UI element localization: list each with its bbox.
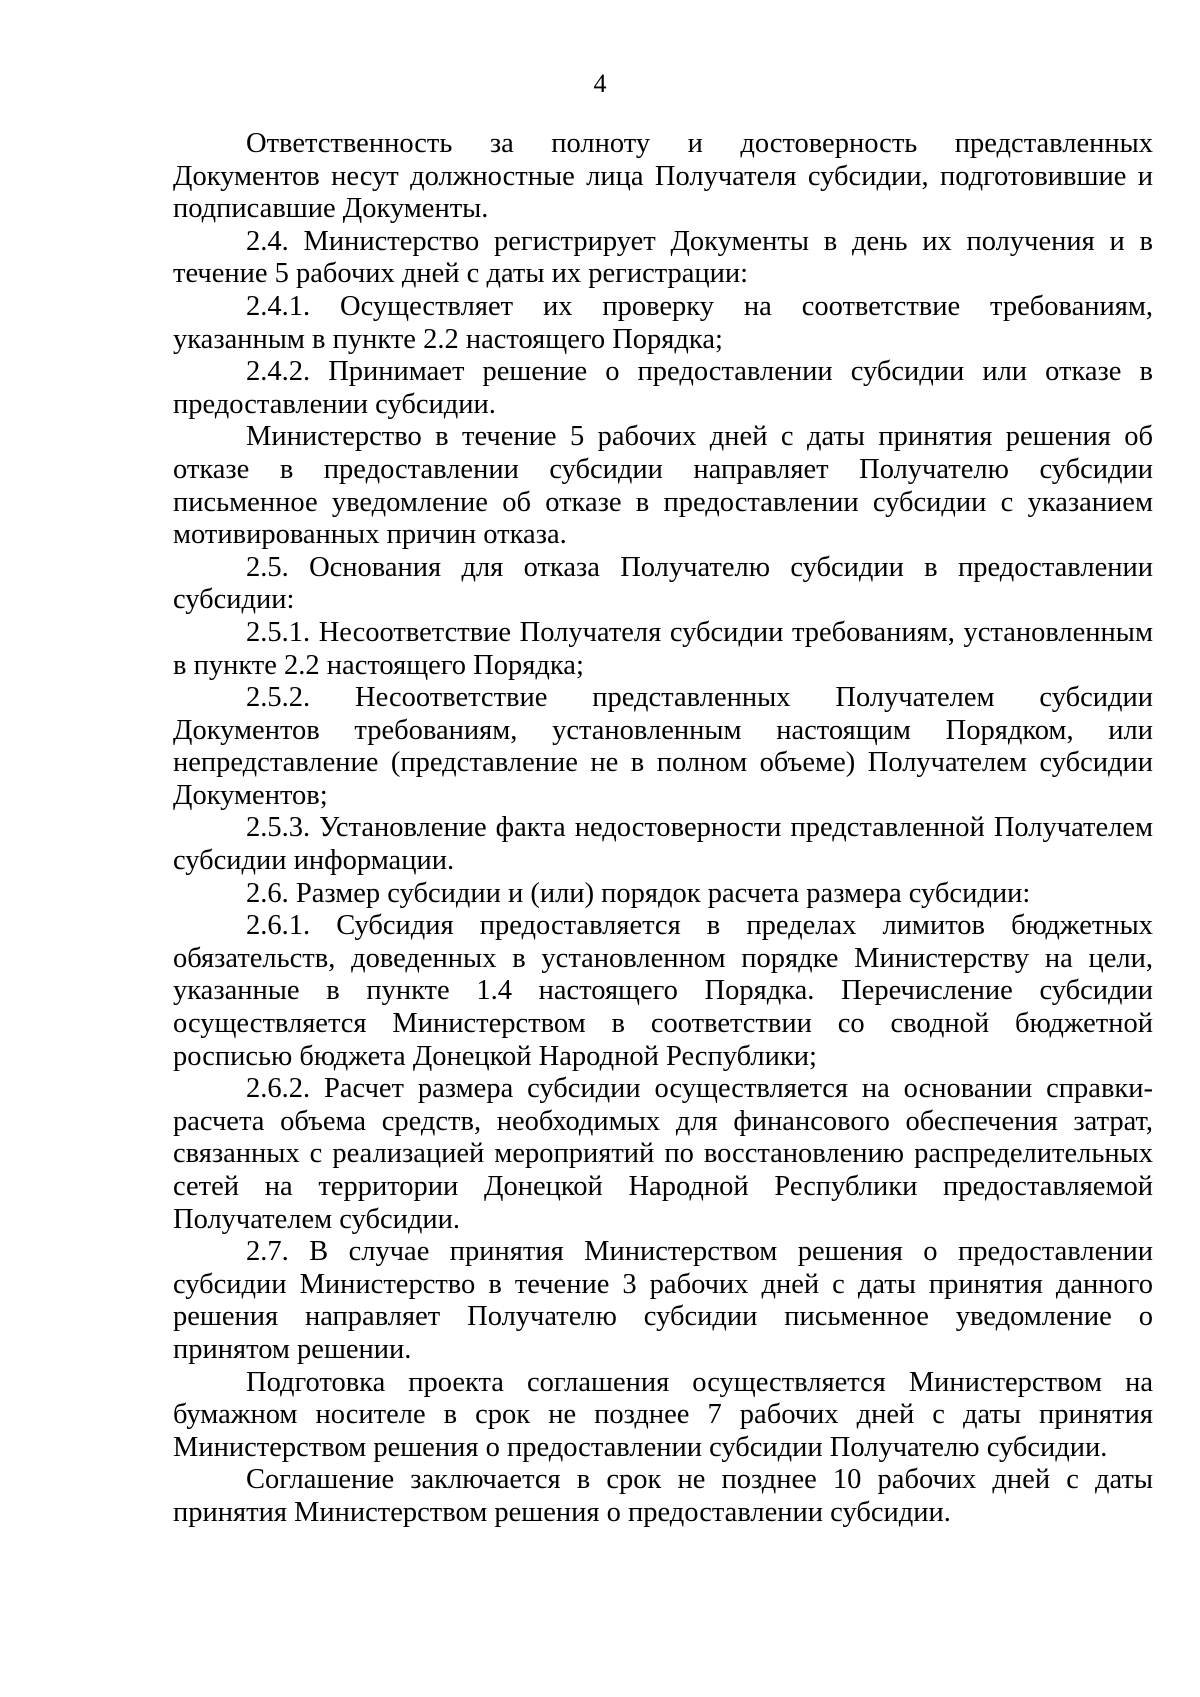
paragraph: 2.6.1. Субсидия предоставляется в пределах лимитов бюджетных обязательств, доведенных в установленном порядке Министерству на цели, указанные в пункте 1.4 настоящего Порядка. Перечисление субсидии осуществляется Министерством в соответствии со сводной бюджетной росписью бюджета Донецкой Народной Республики; bbox=[173, 910, 1153, 1072]
paragraph: 2.5.1. Несоответствие Получателя субсидии требованиям, установленным в пункте 2.2 настоящего Порядка; bbox=[173, 616, 1153, 681]
page-number: 4 bbox=[593, 69, 607, 98]
paragraph: Соглашение заключается в срок не позднее 10 рабочих дней с даты принятия Министерством решения о предоставлении субсидии. bbox=[173, 1464, 1153, 1528]
paragraph: 2.5.2. Несоответствие представленных Получателем субсидии Документов требованиям, установленным настоящим Порядком, или непредставление (представление не в полном объеме) Получателем субсидии Документов; bbox=[173, 682, 1153, 811]
paragraph: 2.7. В случае принятия Министерством решения о предоставлении субсидии Министерство в течение 3 рабочих дней с даты принятия данного решения направляет Получателю субсидии письменное уведомление о принятом решении. bbox=[173, 1236, 1153, 1365]
paragraph: Подготовка проекта соглашения осуществляется Министерством на бумажном носителе в срок не позднее 7 рабочих дней с даты принятия Министерством решения о предоставлении субсидии Получателю субсидии. bbox=[173, 1366, 1153, 1463]
paragraph: 2.6. Размер субсидии и (или) порядок расчета размера субсидии: bbox=[246, 877, 1031, 909]
paragraph: 2.4.1. Осуществляет их проверку на соответствие требованиям, указанным в пункте 2.2 настоящего Порядка; bbox=[173, 290, 1153, 355]
paragraph: 2.5. Основания для отказа Получателю субсидии в предоставлении субсидии: bbox=[173, 551, 1153, 616]
document-body bbox=[173, 128, 1153, 1530]
paragraph: 2.5.3. Установление факта недостоверности представленной Получателем субсидии информации. bbox=[173, 812, 1153, 877]
paragraph: Ответственность за полноту и достоверность представленных Документов несут должностные лица Получателя субсидии, подготовившие и подписавшие Документы. bbox=[173, 128, 1153, 225]
paragraph: 2.6.2. Расчет размера субсидии осуществляется на основании справки-расчета объема средств, необходимых для финансового обеспечения затрат, связанных с реализацией мероприятий по восстановлению распределительных сетей на территории Донецкой Народной Республики предоставляемой Получателем субсидии. bbox=[173, 1073, 1153, 1235]
paragraph: 2.4.2. Принимает решение о предоставлении субсидии или отказе в предоставлении субсидии. bbox=[173, 356, 1153, 420]
paragraph: 2.4. Министерство регистрирует Документы в день их получения и в течение 5 рабочих дней с даты их регистрации: bbox=[173, 225, 1153, 290]
paragraph: Министерство в течение 5 рабочих дней с даты принятия решения об отказе в предоставлении субсидии направляет Получателю субсидии письменное уведомление об отказе в предоставлении субсидии с указанием мотивированных причин отказа. bbox=[173, 421, 1153, 551]
